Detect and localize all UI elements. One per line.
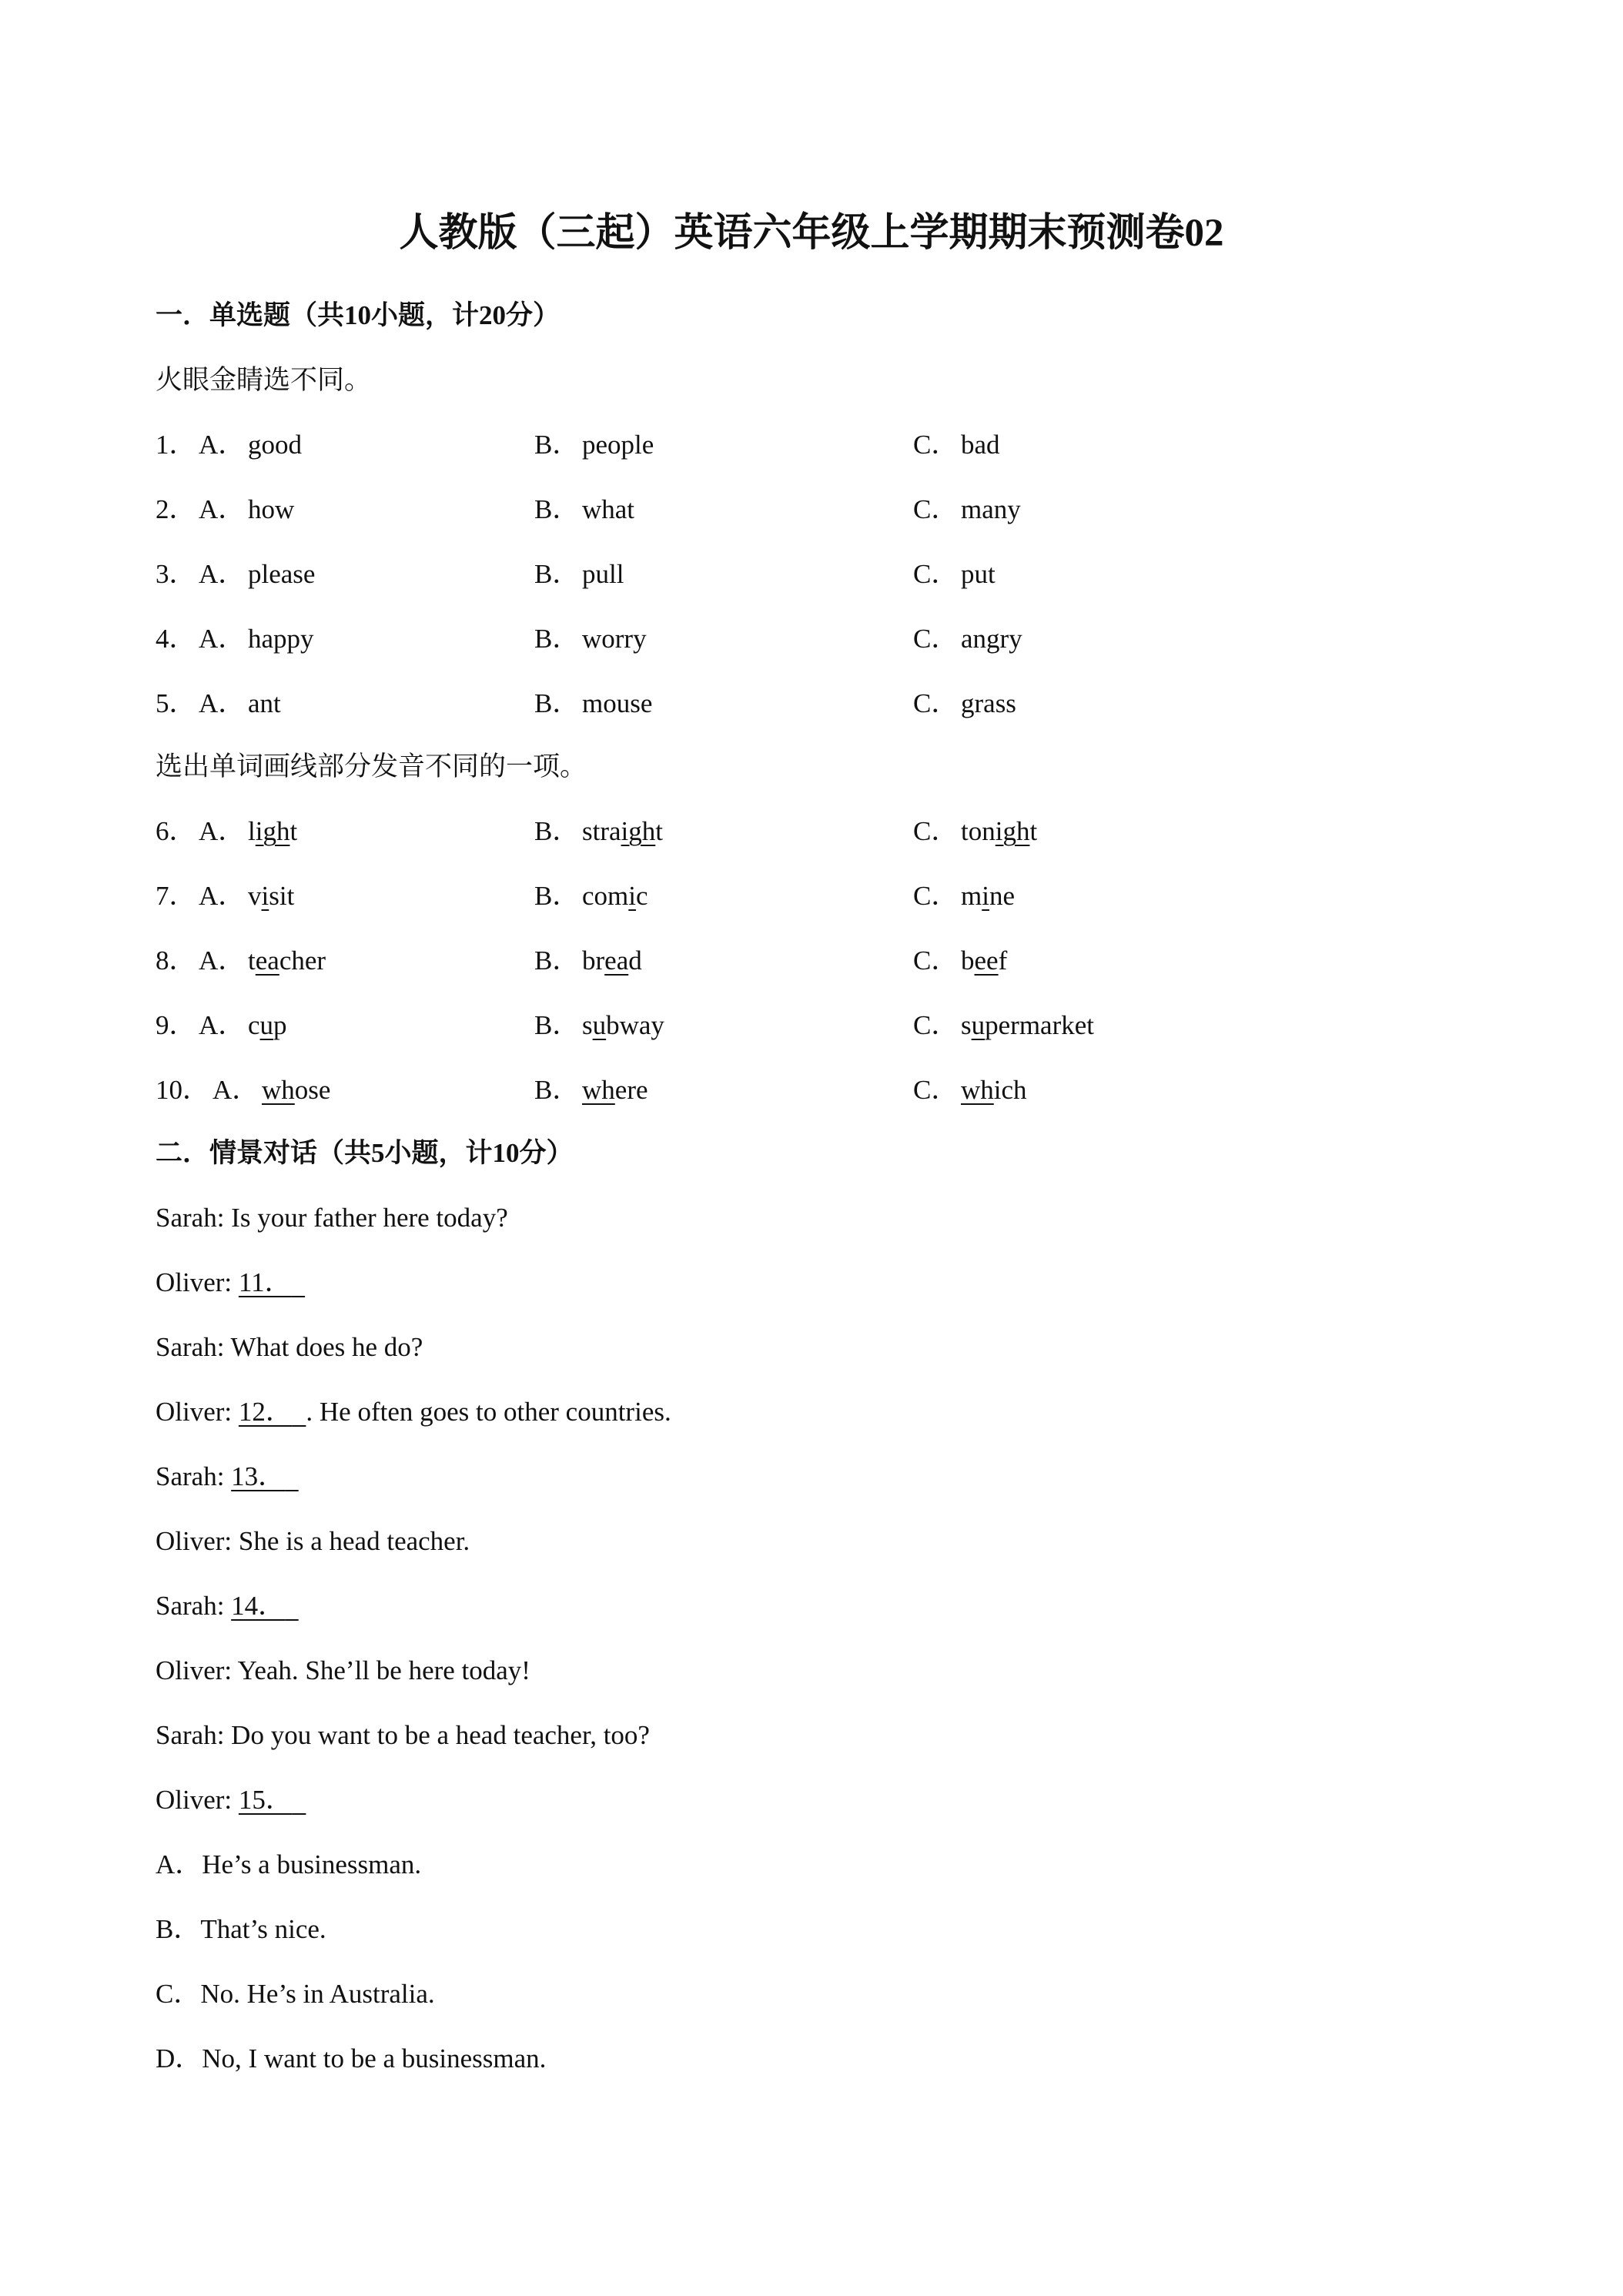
option-a-label: A．: [199, 688, 246, 718]
option-a-word: teacher: [248, 946, 326, 976]
part1-instruction: 火眼金睛选不同。: [156, 365, 372, 395]
option-c-label: C．: [913, 430, 959, 460]
option-c-word: many: [961, 494, 1021, 524]
option-c-word: beef: [961, 946, 1008, 976]
option-b-label: B．: [534, 494, 580, 524]
answer-option: B．That’s nice.: [156, 1914, 326, 1944]
answer-blank[interactable]: 15．: [238, 1785, 293, 1815]
option-b-word: worry: [582, 624, 647, 654]
option-b-label: B．: [534, 1075, 580, 1105]
answer-option: A．He’s a businessman.: [156, 1849, 422, 1879]
question-number: 10．: [156, 1075, 210, 1105]
option-a-word: ant: [248, 688, 281, 718]
option-b-label: B．: [534, 1010, 580, 1040]
dialogue-line: Oliver: 12． . He often goes to other countries.: [156, 1397, 671, 1427]
dialogue-line: Oliver: She is a head teacher.: [156, 1526, 470, 1556]
option-a-word: cup: [248, 1010, 287, 1040]
option-b-label: B．: [534, 559, 580, 589]
answer-option: D．No, I want to be a businessman.: [156, 2043, 547, 2073]
option-b-word: straight: [582, 816, 664, 846]
option-c-label: C．: [913, 688, 959, 718]
option-a-word: light: [248, 816, 298, 846]
question-number: 6．: [156, 816, 196, 846]
question-number: 7．: [156, 881, 196, 911]
page-title: 人教版（三起）英语六年级上学期期末预测卷02: [399, 212, 1224, 255]
dialogue-line: Sarah: 13．: [156, 1458, 299, 1495]
dialogue-line: Oliver: Yeah. She’ll be here today!: [156, 1655, 530, 1685]
option-c-word: put: [961, 559, 996, 589]
option-b-word: where: [582, 1075, 648, 1105]
option-c-label: C．: [913, 624, 959, 654]
option-a-label: A．: [199, 430, 246, 460]
dialogue-line: Oliver: 11．: [156, 1264, 305, 1301]
option-b-word: bread: [582, 946, 642, 976]
option-c-word: angry: [961, 624, 1022, 654]
option-c-label: C．: [913, 559, 959, 589]
option-a-label: A．: [199, 494, 246, 524]
answer-blank[interactable]: 13．: [231, 1461, 286, 1491]
option-a-word: please: [248, 559, 316, 589]
question-number: 4．: [156, 624, 196, 654]
option-a-label: A．: [199, 881, 246, 911]
dialogue-line: Sarah: 14．: [156, 1588, 299, 1625]
option-c-word: bad: [961, 430, 1000, 460]
option-a-word: good: [248, 430, 302, 460]
answer-option: C．No. He’s in Australia.: [156, 1979, 435, 2009]
dialogue-line: Sarah: What does he do?: [156, 1332, 423, 1362]
option-a-label: A．: [212, 1075, 259, 1105]
option-a-label: A．: [199, 816, 246, 846]
section1-heading: 一．单选题（共10小题，计20分）: [156, 300, 561, 330]
question-number: 8．: [156, 946, 196, 976]
option-b-label: B．: [534, 624, 580, 654]
option-b-word: mouse: [582, 688, 653, 718]
question-number: 3．: [156, 559, 196, 589]
option-a-label: A．: [199, 559, 246, 589]
option-c-word: mine: [961, 881, 1016, 911]
option-b-word: what: [582, 494, 635, 524]
part2-instruction: 选出单词画线部分发音不同的一项。: [156, 751, 587, 782]
option-c-word: tonight: [961, 816, 1038, 846]
answer-blank[interactable]: 12．: [238, 1397, 293, 1427]
option-c-label: C．: [913, 881, 959, 911]
answer-blank[interactable]: 11．: [238, 1267, 292, 1297]
dialogue-line: Sarah: Is your father here today?: [156, 1203, 508, 1233]
option-b-label: B．: [534, 881, 580, 911]
question-number: 9．: [156, 1010, 196, 1040]
option-c-label: C．: [913, 816, 959, 846]
option-c-label: C．: [913, 1010, 959, 1040]
option-c-word: which: [961, 1075, 1027, 1105]
option-b-label: B．: [534, 688, 580, 718]
option-b-word: subway: [582, 1010, 664, 1040]
option-b-label: B．: [534, 816, 580, 846]
option-a-word: how: [248, 494, 295, 524]
option-b-label: B．: [534, 946, 580, 976]
question-number: 5．: [156, 688, 196, 718]
option-c-label: C．: [913, 494, 959, 524]
option-a-label: A．: [199, 1010, 246, 1040]
section2-heading: 二．情景对话（共5小题，计10分）: [156, 1138, 574, 1168]
option-c-label: C．: [913, 946, 959, 976]
option-b-word: pull: [582, 559, 624, 589]
question-number: 1．: [156, 430, 196, 460]
option-a-label: A．: [199, 946, 246, 976]
option-c-word: grass: [961, 688, 1016, 718]
option-c-label: C．: [913, 1075, 959, 1105]
option-b-label: B．: [534, 430, 580, 460]
option-b-word: people: [582, 430, 654, 460]
option-c-word: supermarket: [961, 1010, 1094, 1040]
dialogue-line: Sarah: Do you want to be a head teacher, too?: [156, 1720, 650, 1750]
option-a-word: happy: [248, 624, 314, 654]
question-number: 2．: [156, 494, 196, 524]
option-b-word: comic: [582, 881, 648, 911]
dialogue-line: Oliver: 15．: [156, 1782, 306, 1819]
option-a-word: visit: [248, 881, 295, 911]
answer-blank[interactable]: 14．: [231, 1591, 286, 1621]
option-a-label: A．: [199, 624, 246, 654]
option-a-word: whose: [262, 1075, 331, 1105]
